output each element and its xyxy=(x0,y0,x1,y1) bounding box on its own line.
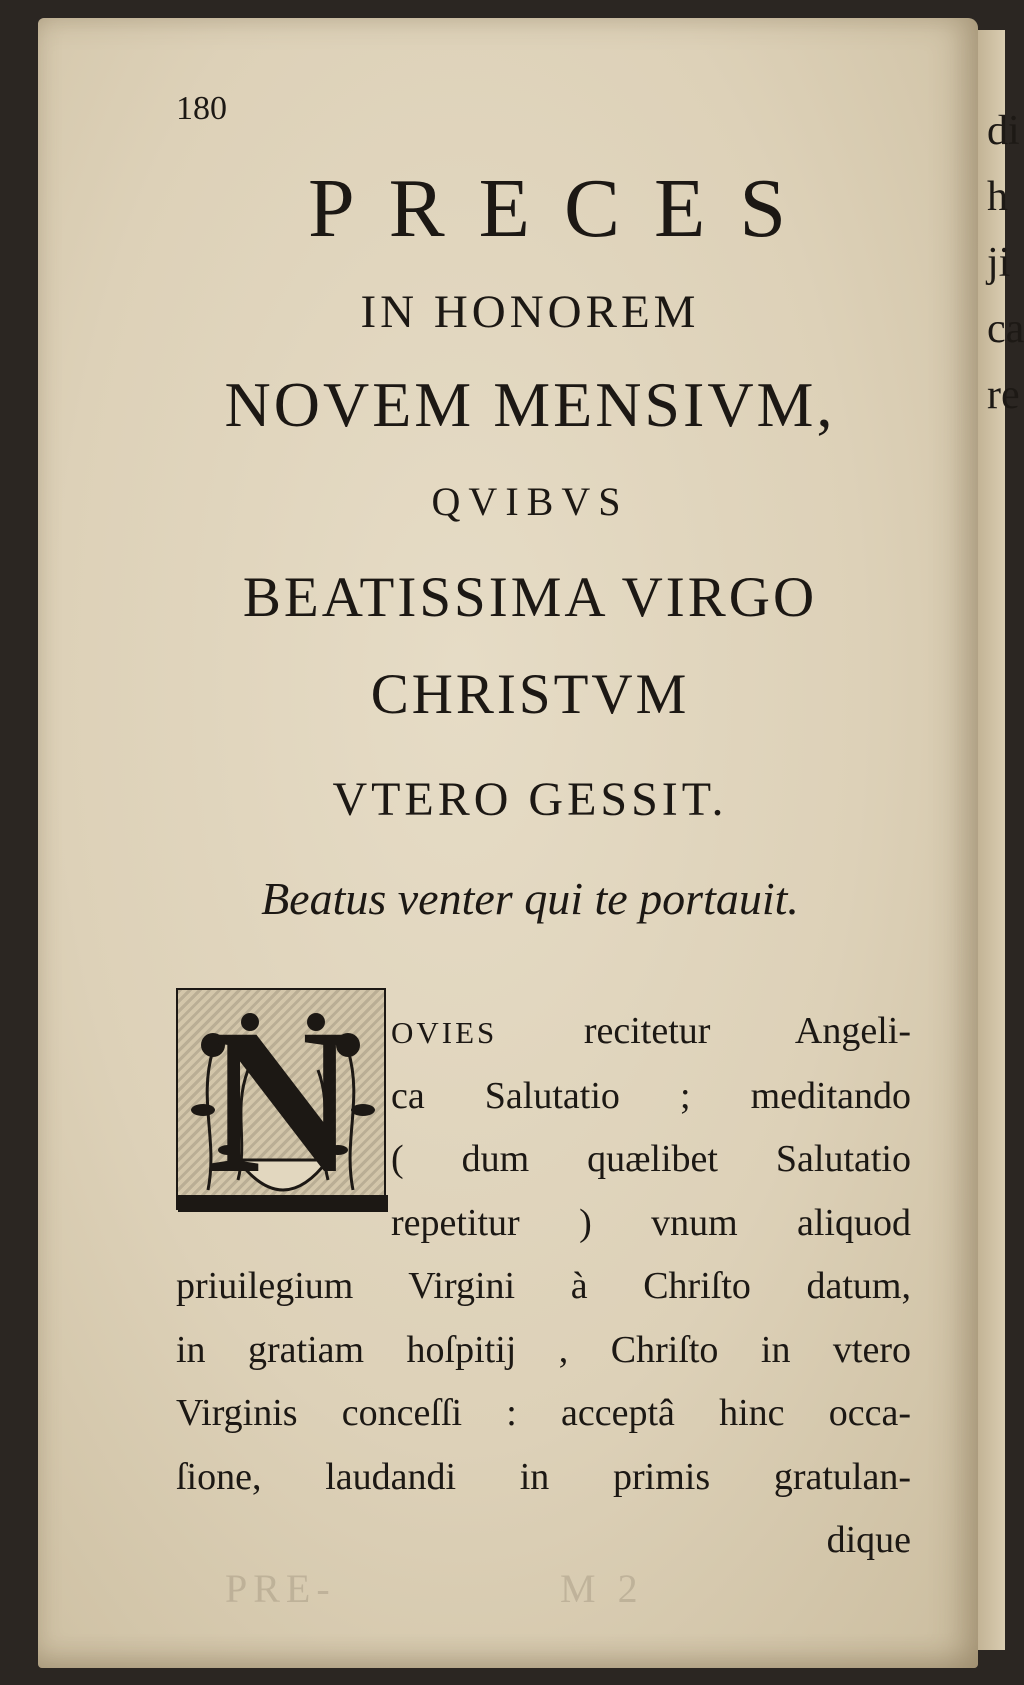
title-beatissima-virgo: BEATISSIMA VIRGO xyxy=(242,566,818,629)
facing-fragment: ca xyxy=(987,306,1024,352)
body-line: in gratiam hoſpitij , Chriſto in vtero xyxy=(176,1328,911,1371)
title-novem-mensium: NOVEM MENSIVM, xyxy=(224,369,836,440)
facing-fragment: ji xyxy=(987,240,1011,286)
small-caps-word: OVIES xyxy=(391,1015,498,1050)
title-quibus: QVIBVS xyxy=(431,479,629,524)
drop-cap-letter: N xyxy=(205,986,357,1216)
page-number: 180 xyxy=(176,90,227,127)
title-christum: CHRISTVM xyxy=(370,663,690,726)
motto: Beatus venter qui te portauit. xyxy=(261,873,799,924)
bleed-through-catchword: PRE- xyxy=(225,1566,336,1611)
body-line: ca Salutatio ; meditando xyxy=(391,1074,911,1117)
body-line xyxy=(391,1000,911,1065)
body-line-rest: recitetur Angeli- xyxy=(497,1010,911,1052)
catchword: dique xyxy=(826,1519,911,1561)
facing-fragment: h xyxy=(987,174,1008,220)
body-line: repetitur ) vnum aliquod xyxy=(391,1201,911,1244)
body-paragraph xyxy=(176,986,911,1573)
body-line: Virginis conceſſi : acceptâ hinc occa- xyxy=(176,1392,911,1434)
bleed-through-signature: M 2 xyxy=(560,1566,644,1611)
title-in-honorem: IN HONOREM xyxy=(360,286,700,338)
title-utero-gessit: VTERO GESSIT. xyxy=(332,773,728,826)
facing-fragment: di xyxy=(987,108,1020,154)
title-preces: PRECES xyxy=(307,162,821,255)
facing-fragment: re xyxy=(987,372,1020,418)
body-line: ſione, laudandi in primis gratulan- xyxy=(176,1455,911,1498)
body-line: priuilegium Virgini à Chriſto datum, xyxy=(176,1265,911,1307)
body-line: ( dum quælibet Salutatio xyxy=(391,1138,911,1180)
